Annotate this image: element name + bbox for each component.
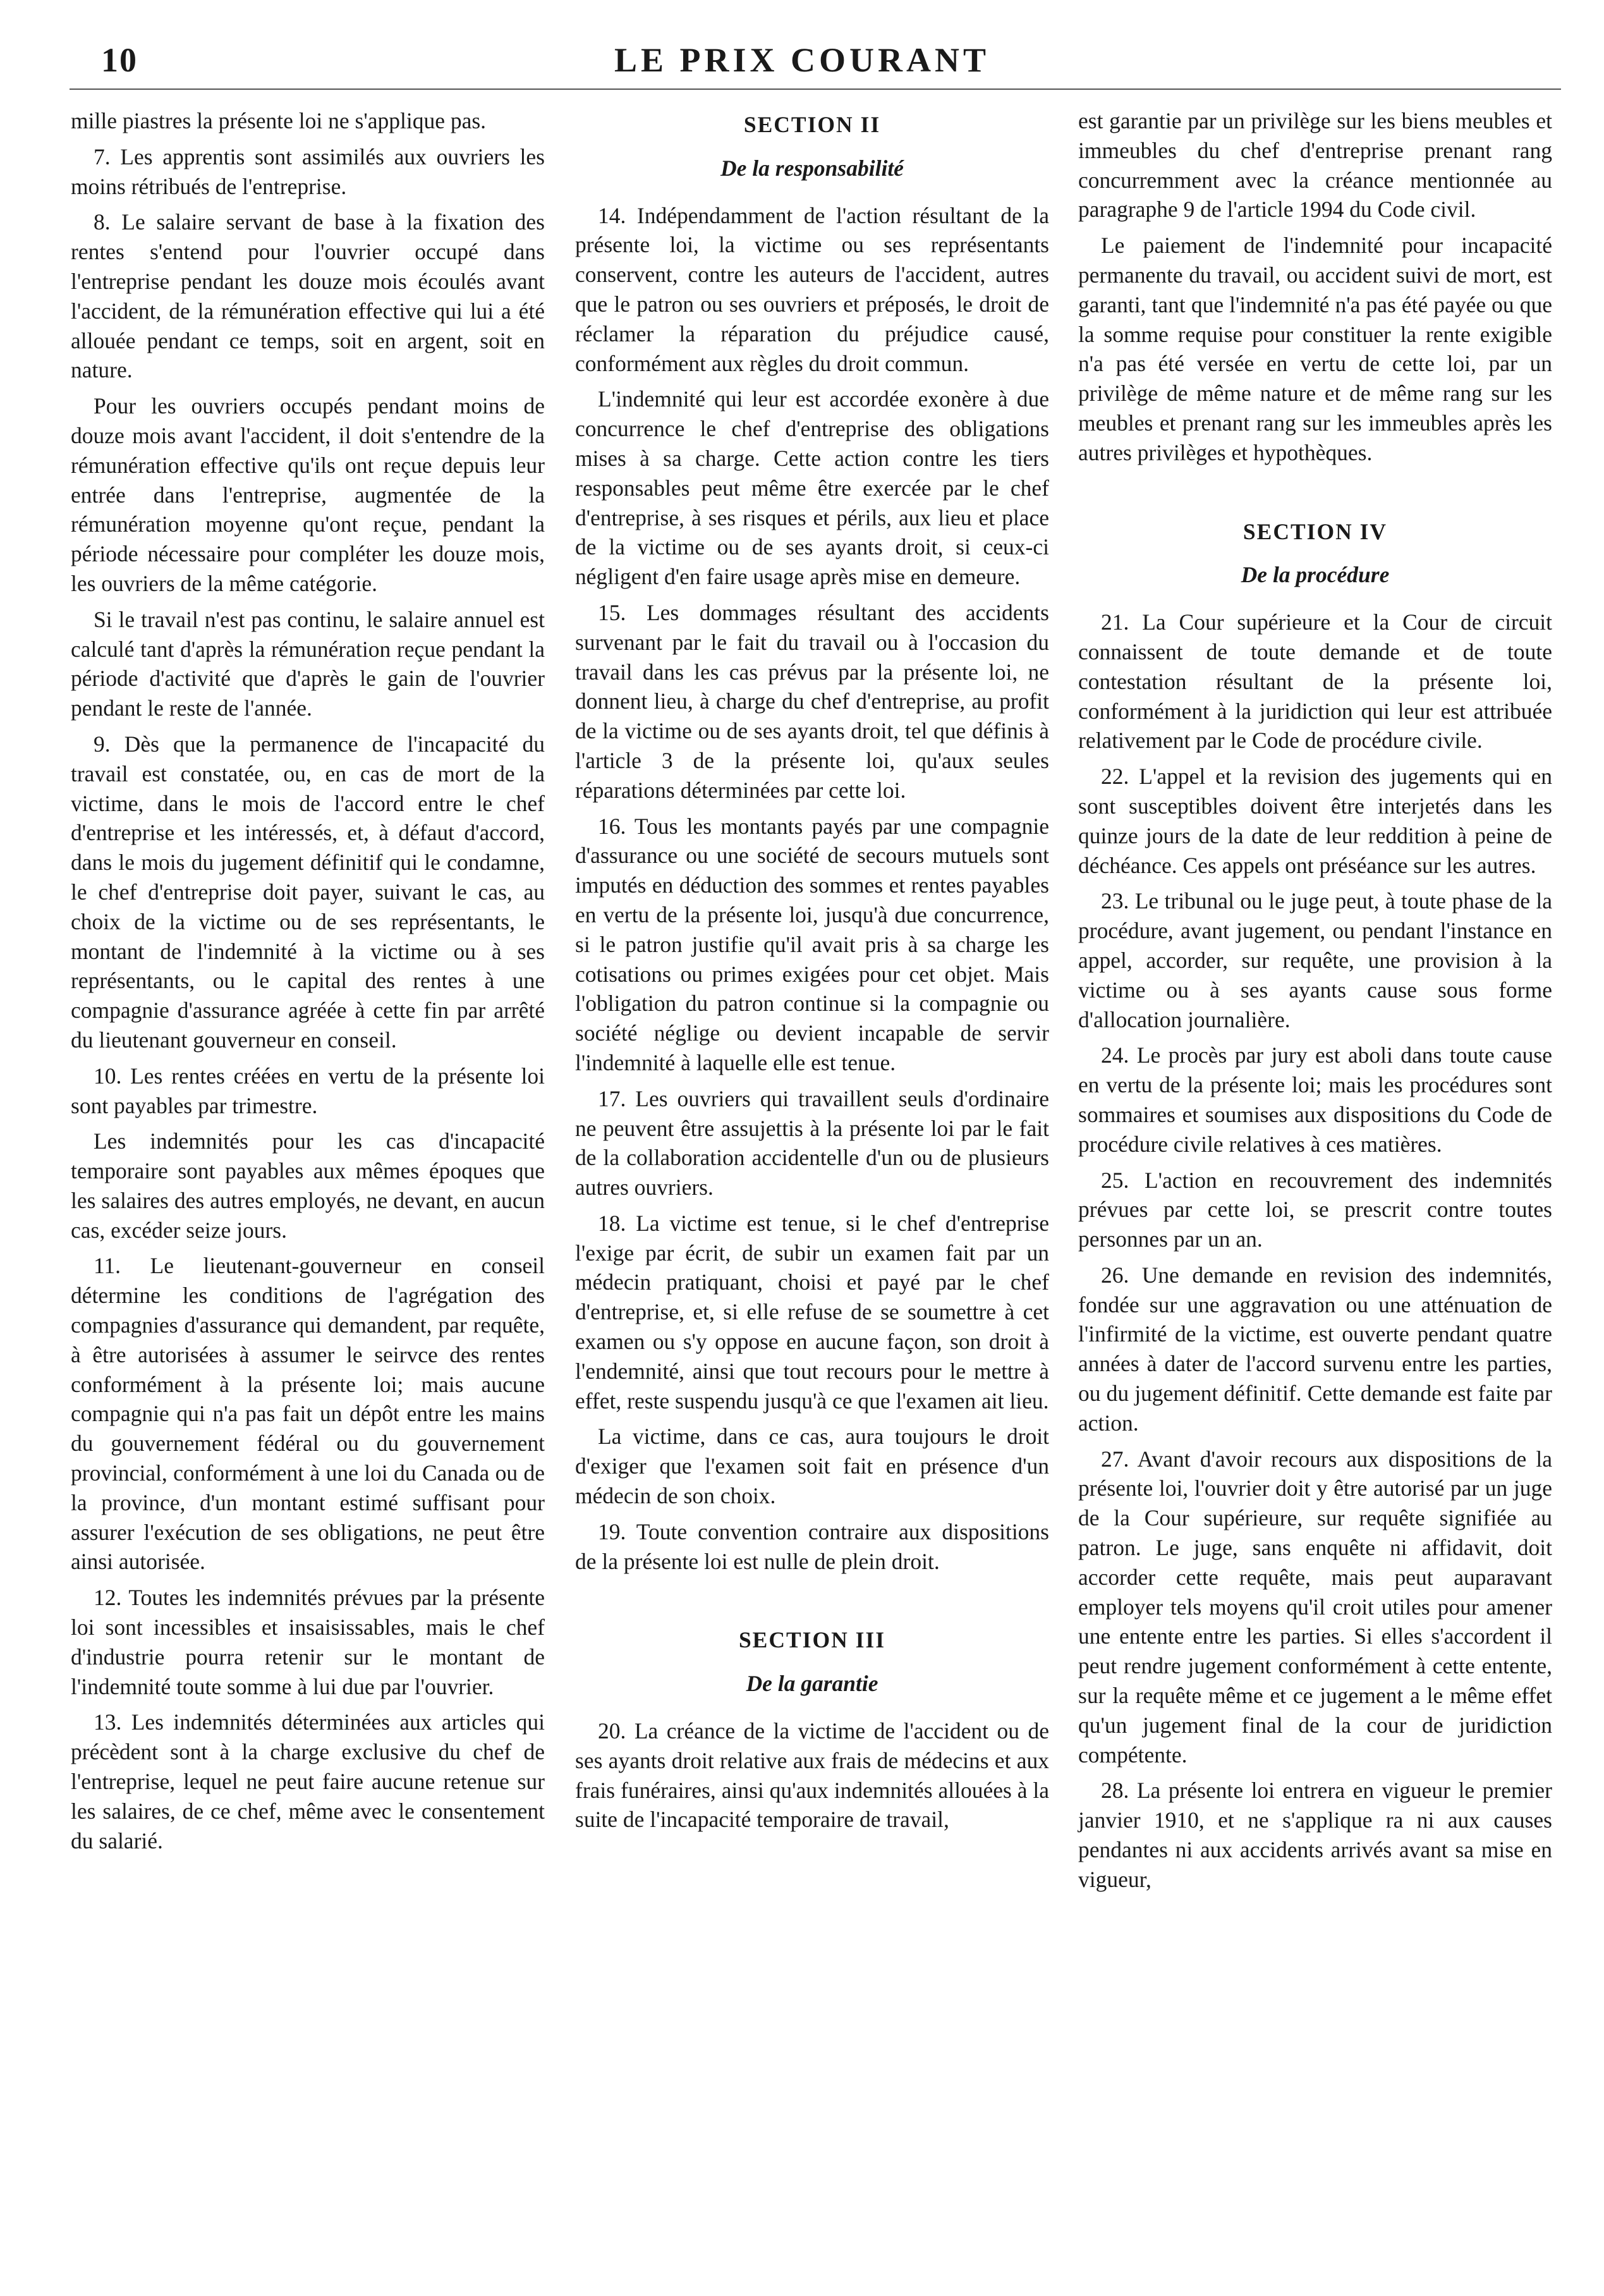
article-paragraph: 24. Le procès par jury est aboli dans toute cause en vertu de la présente loi; mais les procédures sont sommaires et soumises aux dispositions du Code de procédure civile relatives à ces matières. (1078, 1042, 1552, 1157)
article-paragraph: 19. Toute convention contraire aux dispositions de la présente loi est nulle de plein droit. (575, 1518, 1049, 1574)
section-heading: SECTION III (738, 1627, 886, 1653)
page-number: 10 (101, 41, 138, 79)
article-paragraph: 17. Les ouvriers qui travaillent seuls d'ordinaire ne peuvent être assujettis à la présente loi par le fait de la collaboration accidentelle d'un ou de plusieurs autres ouvriers. (575, 1085, 1049, 1200)
page-title: LE PRIX COURANT (614, 41, 990, 79)
article-paragraph: 9. Dès que la permanence de l'incapacité du travail est constatée, ou, en cas de mort de la victime, dans le mois de l'accord entre le chef d'entreprise et les intéressés, et, à défaut d'accord, dans le mois du jugement définitif qui le condamne, le chef d'entreprise doit payer, suivant le cas, au choix de la victime ou de ses représentants, le montant de l'indemnité à la victime ou à ses représentants, ou le capital des rentes à une compagnie d'assurance agréée à cette fin par arrêté du lieutenant gouverneur en conseil. (71, 731, 545, 1053)
section-subtitle: De la responsabilité (720, 155, 904, 181)
article-paragraph: 25. L'action en recouvrement des indemnités prévues par cette loi, se prescrit contre toutes personnes par un an. (1078, 1167, 1552, 1252)
text-column-right (1078, 106, 1552, 1901)
continued-paragraph: est garantie par un privilège sur les biens meubles et immeubles du chef d'entreprise prenant rang concurremment avec la créance mentionnée au paragraphe 9 de l'article 1994 du Code civil. (1078, 108, 1552, 223)
article-paragraph: 12. Toutes les indemnités prévues par la présente loi sont incessibles et insaisissables, mais le chef d'industrie pourra retenir sur le montant de l'indemnité toute somme à lui due par l'ouvrier. (71, 1585, 545, 1699)
text-column-left (71, 106, 545, 1862)
article-paragraph: 27. Avant d'avoir recours aux dispositions de la présente loi, l'ouvrier doit y être autorisé par un juge de la Cour supérieure, sur requête signifiée au patron. Le juge, sans enquête ni affidavit, doit accorder cette requête, mais peut auparavant employer tels moyens qu'il croit utiles pour amener une entente entre les parties. Si elles s'accordent il peut rendre jugement conformément à cette entente, sur la requête même et ce jugement a le même effet qu'un jugement final de la cour de juridiction compétente. (1078, 1446, 1552, 1768)
section-subtitle: De la procédure (1241, 562, 1390, 588)
article-paragraph: 7. Les apprentis sont assimilés aux ouvriers les moins rétribués de l'entreprise. (71, 144, 545, 199)
header-rule (70, 89, 1561, 90)
article-paragraph: L'indemnité qui leur est accordée exonère à due concurrence le chef d'entreprise des obligations mises à sa charge. Cette action contre les tiers responsables peut même être exercée par le chef d'entreprise, à ses risques et périls, aux lieu et place de la victime ou de ses ayants droit, si ceux-ci négligent d'en faire usage après mise en demeure. (575, 386, 1049, 590)
article-paragraph: 23. Le tribunal ou le juge peut, à toute phase de la procédure, avant jugement, ou pendant l'instance en appel, accorder, sur requête, une provision à la victime ou à ses ayants cause sous forme d'allocation journalière. (1078, 888, 1552, 1032)
article-paragraph: 18. La victime est tenue, si le chef d'entreprise l'exige par écrit, de subir un examen fait par un médecin pratiquant, choisi et payé par le chef d'entreprise, et, si elle refuse de se soumettre à cet examen ou s'y oppose en aucune façon, son droit à l'endemnité, ainsi que tout recours pour le mettre à effet, reste suspendu jusqu'à ce que l'examen ait lieu. (575, 1210, 1049, 1414)
article-paragraph: 11. Le lieutenant-gouverneur en conseil détermine les conditions de l'agrégation des compagnies d'assurance qui demandent, par requête, à être autorisées à assumer le seirvce des rentes conformément à la présente loi; mais aucune compagnie qui n'a pas fait un dépôt entre les mains du gouvernement fédéral ou du gouvernement provincial, conformément à une loi du Canada ou de la province, d'un montant estimé suffisant pour assurer l'exécution de ses obligations, ne peut être ainsi autorisée. (71, 1253, 545, 1575)
article-paragraph: 8. Le salaire servant de base à la fixation des rentes s'entend pour l'ouvrier occupé dans l'entreprise pendant les douze mois écoulés avant l'accident, de la rémunération effective qui lui a été allouée pendant ce temps, soit en argent, soit en nature. (71, 209, 545, 383)
text-column-middle (575, 106, 1049, 1841)
article-paragraph: 21. La Cour supérieure et la Cour de circuit connaissent de toute demande et de toute contestation résultant de la présente loi, conformément à la juridiction qui leur est attribuée relativement par le Code de procédure civile. (1078, 609, 1552, 754)
section-heading: SECTION IV (1242, 518, 1388, 544)
article-paragraph: Pour les ouvriers occupés pendant moins de douze mois avant l'accident, il doit s'entendre de la rémunération effective qu'ils ont reçue depuis leur entrée dans l'entreprise, augmentée de la rémunération moyenne qu'ont reçue, pendant la période nécessaire pour compléter les douze mois, les ouvriers de la même catégorie. (71, 393, 545, 596)
article-paragraph: 10. Les rentes créées en vertu de la présente loi sont payables par trimestre. (71, 1063, 545, 1118)
article-paragraph: Le paiement de l'indemnité pour incapacité permanente du travail, ou accident suivi de mort, est garanti, tant que l'indemnité n'a pas été payée ou que la somme requise pour constituer la rente exigible n'a pas été versée en vertu de cette loi, par un privilège de même nature et de même rang sur les meubles et prenant rang sur les immeubles après les autres privilèges et hypothèques. (1078, 233, 1552, 465)
section-subtitle: De la garantie (746, 1671, 878, 1697)
article-paragraph: 26. Une demande en revision des indemnités, fondée sur une aggravation ou une atténuation de l'infirmité de la victime, est ouverte pendant quatre années à dater de l'accord survenu entre les parties, ou du jugement définitif. Cette demande est faite par action. (1078, 1262, 1552, 1436)
article-paragraph: 15. Les dommages résultant des accidents survenant par le fait du travail ou à l'occasion du travail dans les cas prévus par la présente loi, ne donnent lieu, à charge du chef d'entreprise, au profit de la victime ou de ses ayants droit, tel que définis à l'article 3 de la présente loi, qu'aux seules réparations déterminées par cette loi. (575, 599, 1049, 803)
article-paragraph: 13. Les indemnités déterminées aux articles qui précèdent sont à la charge exclusive du chef de l'entreprise, lequel ne peut faire aucune retenue sur les salaires, de ce chef, même avec le consentement du salarié. (71, 1709, 545, 1853)
article-paragraph: Si le travail n'est pas continu, le salaire annuel est calculé tant d'après la rémunération reçue pendant la période d'activité que d'après le gain de l'ouvrier pendant le reste de l'année. (71, 606, 545, 721)
article-paragraph: 28. La présente loi entrera en vigueur le premier janvier 1910, et ne s'applique ra ni aux causes pendantes ni aux accidents arrivés avant sa mise en vigueur, (1078, 1778, 1552, 1892)
article-paragraph: 22. L'appel et la revision des jugements qui en sont susceptibles doivent être interjetés dans les quinze jours de la date de leur reddition à peine de déchéance. Ces appels ont préséance sur les autres. (1078, 764, 1552, 878)
section-heading: SECTION II (743, 112, 881, 137)
article-paragraph: 14. Indépendamment de l'action résultant de la présente loi, la victime ou ses représentants conservent, contre les auteurs de l'accident, autres que le patron ou ses ouvriers et préposés, le droit de réclamer la réparation du préjudice causé, conformément aux règles du droit commun. (575, 202, 1049, 376)
article-paragraph: La victime, dans ce cas, aura toujours le droit d'exiger que l'examen soit fait en présence d'un médecin de son choix. (575, 1424, 1049, 1509)
continued-paragraph: mille piastres la présente loi ne s'applique pas. (71, 108, 487, 133)
article-paragraph: Les indemnités pour les cas d'incapacité temporaire sont payables aux mêmes époques que les salaires des autres employés, ne devant, en aucun cas, excéder seize jours. (71, 1128, 545, 1243)
article-paragraph: 20. La créance de la victime de l'accident ou de ses ayants droit relative aux frais de médecins et aux frais funéraires, ainsi qu'aux indemnités allouées à la suite de l'incapacité temporaire de travail, (575, 1718, 1049, 1833)
article-paragraph: 16. Tous les montants payés par une compagnie d'assurance ou une société de secours mutuels sont imputés en déduction des sommes et rentes payables en vertu de la présente loi, jusqu'à due concurrence, si le patron justifie qu'il avait pris à sa charge les cotisations ou primes exigées pour cet objet. Mais l'obligation du patron continue si la compagnie ou société néglige ou devient incapable de servir l'indemnité à laquelle elle est tenue. (575, 813, 1049, 1075)
